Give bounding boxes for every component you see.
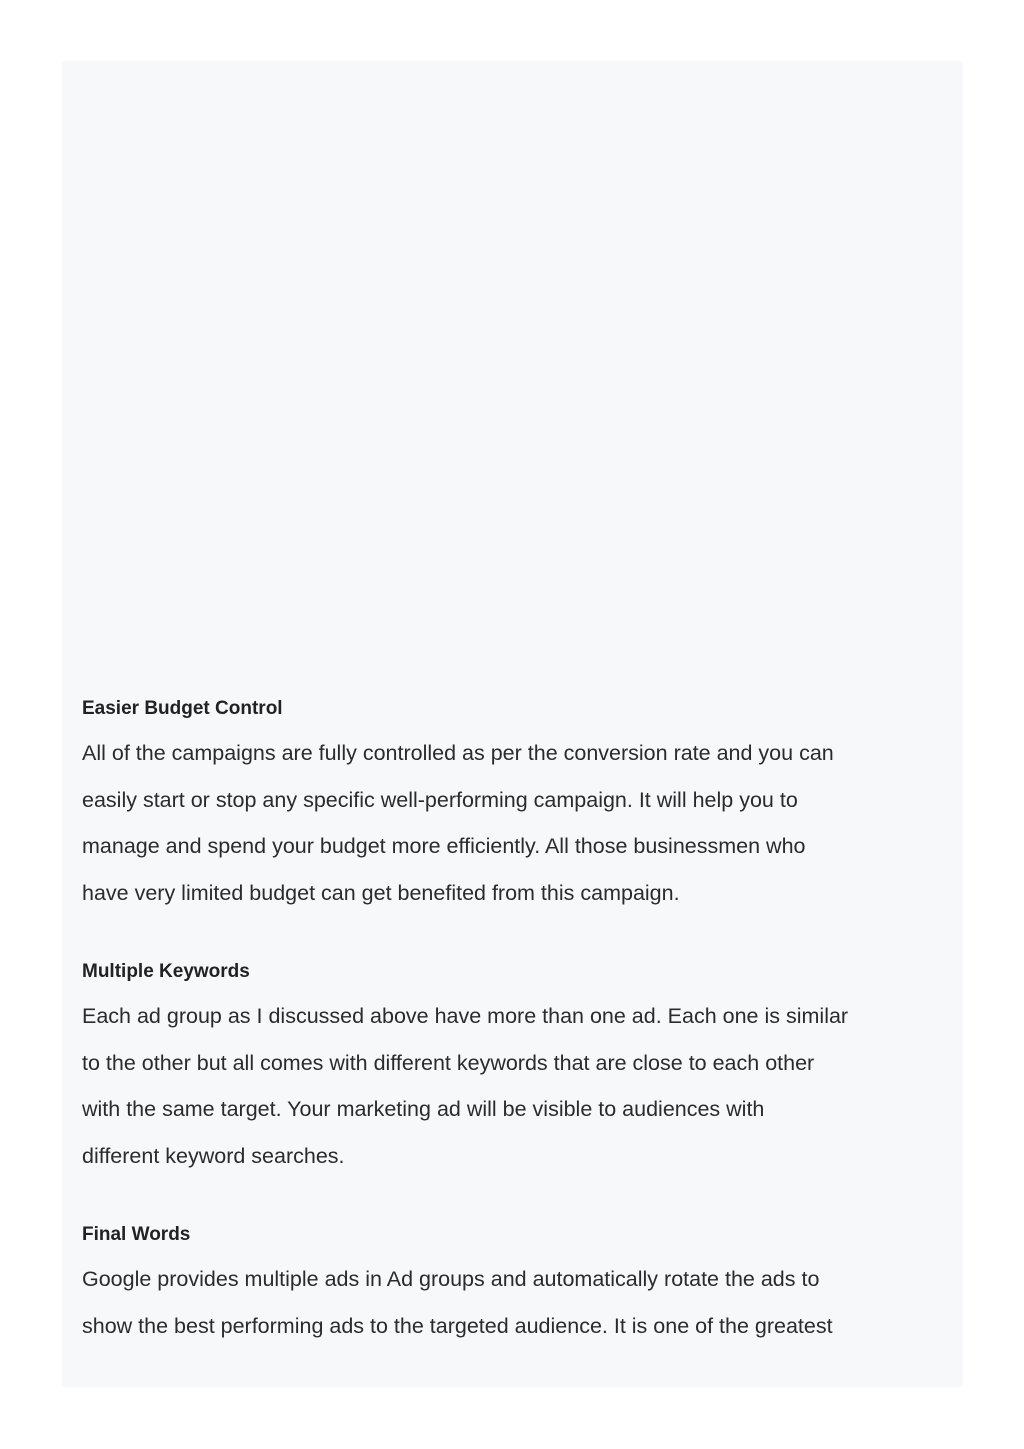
section-easier-budget-control <box>82 697 952 916</box>
section-paragraph <box>82 1256 952 1349</box>
content-area <box>62 61 963 1387</box>
paragraph-line: show the best performing ads to the targeted audience. It is one of the greatest <box>82 1313 833 1338</box>
section-heading: Easier Budget Control <box>82 698 283 719</box>
article-sections <box>82 697 952 1349</box>
paragraph-line: All of the campaigns are fully controlled as per the conversion rate and you can <box>82 741 834 765</box>
paragraph-line: have very limited budget can get benefited from this campaign. <box>82 880 680 905</box>
paragraph-line: manage and spend your budget more efficiently. All those businessmen who <box>82 834 806 858</box>
section-heading: Final Words <box>82 1224 191 1245</box>
section-multiple-keywords <box>82 960 952 1179</box>
paragraph-line: Each ad group as I discussed above have more than one ad. Each one is similar <box>82 1004 849 1028</box>
paragraph-line: different keyword searches. <box>82 1143 345 1168</box>
paragraph-line: Google provides multiple ads in Ad groups and automatically rotate the ads to <box>82 1267 820 1291</box>
paragraph-line: to the other but all comes with different keywords that are close to each other <box>82 1050 815 1075</box>
paragraph-line: with the same target. Your marketing ad will be visible to audiences with <box>82 1097 765 1121</box>
section-heading: Multiple Keywords <box>82 961 250 982</box>
section-paragraph <box>82 993 952 1179</box>
section-paragraph <box>82 730 952 916</box>
section-final-words <box>82 1223 952 1349</box>
paragraph-line: easily start or stop any specific well-performing campaign. It will help you to <box>82 787 798 812</box>
